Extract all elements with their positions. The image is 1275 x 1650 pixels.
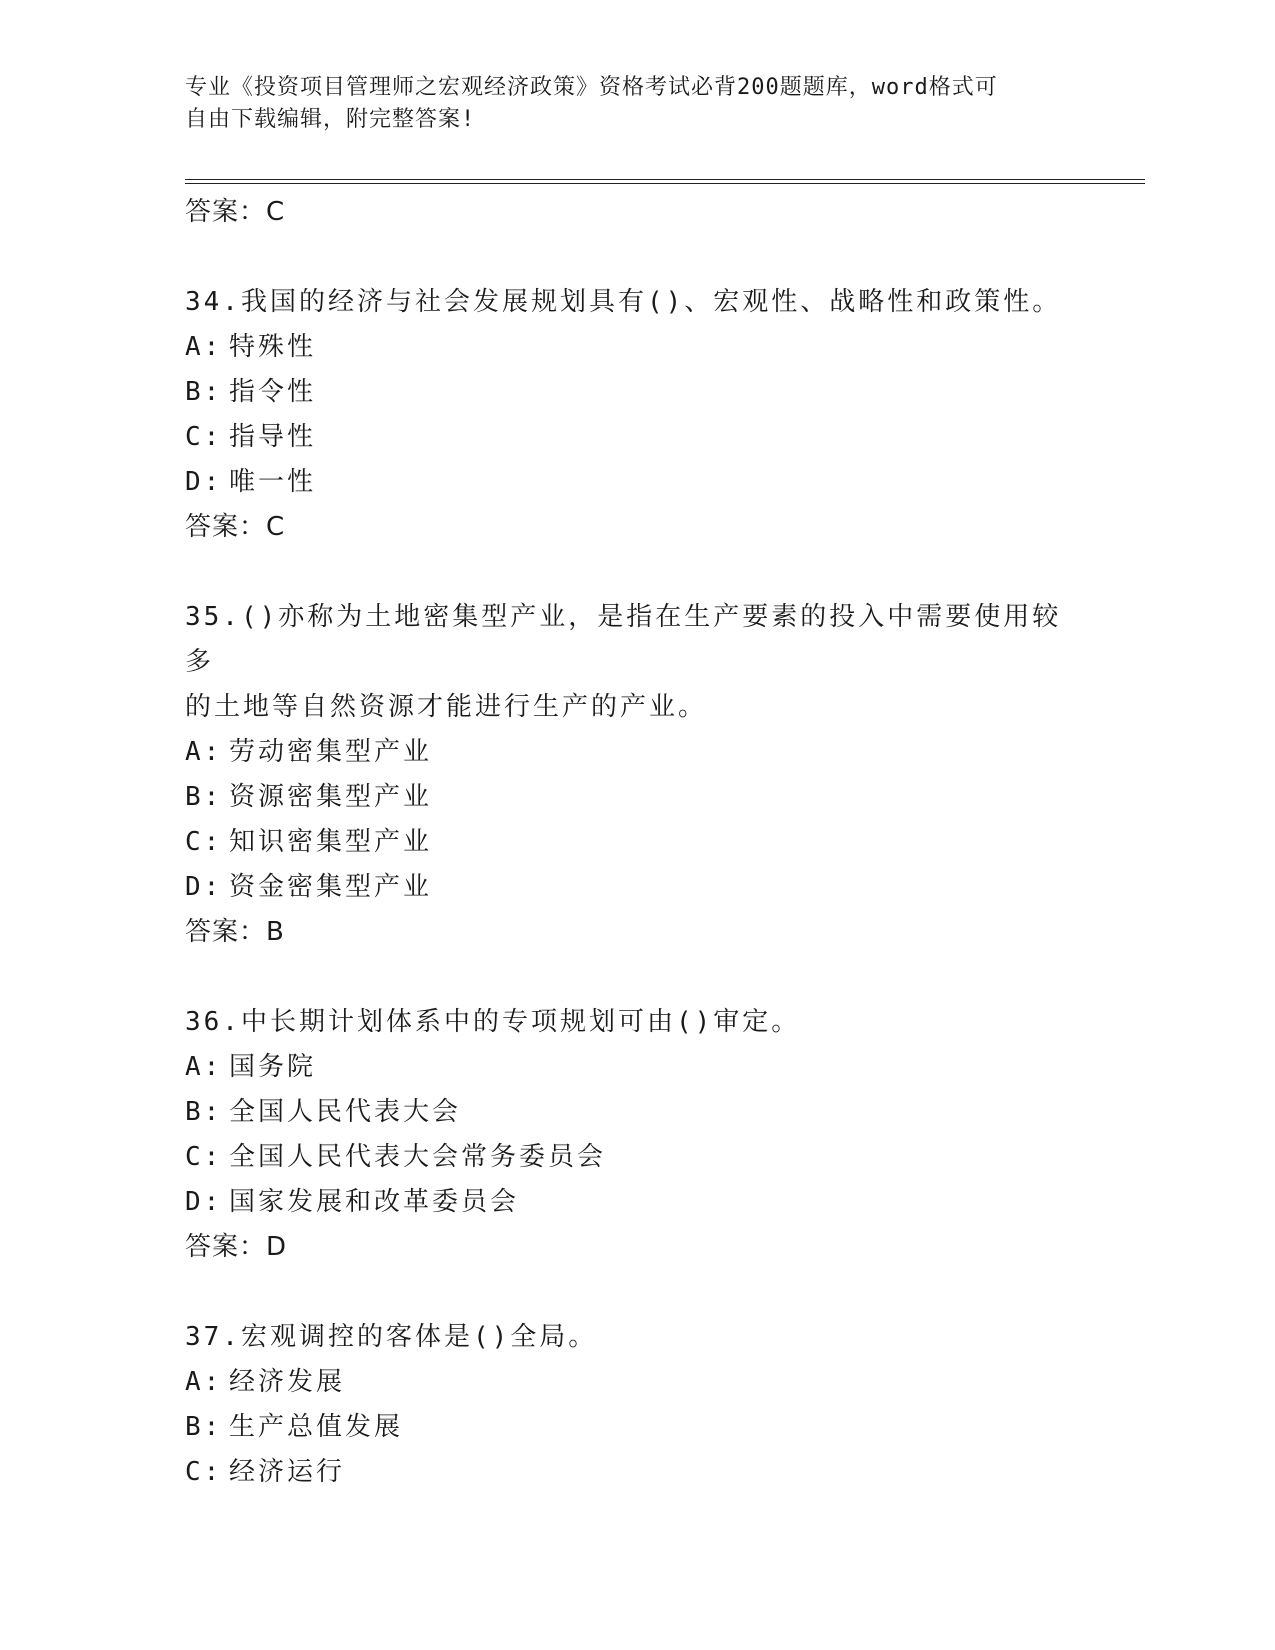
option-text: 资源密集型产业	[229, 782, 433, 812]
answer-line: 答案：C	[185, 197, 286, 227]
spacer	[185, 1269, 1085, 1315]
question-stem: 37.宏观调控的客体是()全局。	[185, 1322, 598, 1352]
option-key: A:	[185, 1367, 223, 1397]
answer-line: 答案：C	[185, 512, 286, 542]
option-key: D:	[185, 467, 223, 497]
question-block	[185, 280, 1085, 595]
option-text: 特殊性	[229, 332, 317, 362]
header-rule-bottom	[185, 183, 1145, 184]
option-key: B:	[185, 782, 223, 812]
option-key: A:	[185, 332, 223, 362]
questions-container	[185, 280, 1085, 1495]
spacer	[185, 234, 1085, 280]
option-text: 指令性	[229, 377, 317, 407]
header-line-2: 自由下载编辑，附完整答案!	[185, 107, 476, 132]
question-list	[185, 190, 1085, 1495]
option-text: 指导性	[229, 422, 317, 452]
option-text: 资金密集型产业	[229, 872, 433, 902]
question-stem: 34.我国的经济与社会发展规划具有()、宏观性、战略性和政策性。	[185, 287, 1062, 317]
document-header	[185, 72, 1065, 136]
answer-line: 答案：B	[185, 917, 285, 947]
question-block	[185, 1315, 1085, 1495]
option-key: B:	[185, 377, 223, 407]
option-key: D:	[185, 872, 223, 902]
question-stem: 的土地等自然资源才能进行生产的产业。	[185, 692, 708, 722]
option-row	[185, 775, 1085, 820]
option-row	[185, 415, 1085, 460]
option-text: 知识密集型产业	[229, 827, 433, 857]
option-row	[185, 730, 1085, 775]
question-stem: 35.()亦称为土地密集型产业，是指在生产要素的投入中需要使用较多	[185, 602, 1062, 677]
option-row	[185, 1405, 1085, 1450]
header-line-1: 专业《投资项目管理师之宏观经济政策》资格考试必背200题题库，word格式可	[185, 75, 998, 100]
option-key: C:	[185, 1457, 223, 1487]
answer-line: 答案：D	[185, 1232, 288, 1262]
question-stem: 36.中长期计划体系中的专项规划可由()审定。	[185, 1007, 801, 1037]
spacer	[185, 954, 1085, 1000]
option-text: 国务院	[229, 1052, 317, 1082]
option-text: 劳动密集型产业	[229, 737, 433, 767]
option-row	[185, 325, 1085, 370]
question-block	[185, 595, 1085, 1000]
option-row	[185, 370, 1085, 415]
option-key: D:	[185, 1187, 223, 1217]
option-key: A:	[185, 737, 223, 767]
option-key: C:	[185, 422, 223, 452]
option-row	[185, 1135, 1085, 1180]
option-key: C:	[185, 1142, 223, 1172]
option-text: 唯一性	[229, 467, 317, 497]
option-text: 国家发展和改革委员会	[229, 1187, 520, 1217]
option-row	[185, 820, 1085, 865]
option-row	[185, 1360, 1085, 1405]
option-text: 全国人民代表大会常务委员会	[229, 1142, 607, 1172]
option-key: A:	[185, 1052, 223, 1082]
header-rule-top	[185, 179, 1145, 180]
option-row	[185, 1090, 1085, 1135]
option-text: 经济发展	[229, 1367, 346, 1397]
option-key: B:	[185, 1097, 223, 1127]
option-text: 经济运行	[229, 1457, 346, 1487]
option-key: C:	[185, 827, 223, 857]
spacer	[185, 549, 1085, 595]
option-row	[185, 1450, 1085, 1495]
option-row	[185, 460, 1085, 505]
option-row	[185, 865, 1085, 910]
option-text: 生产总值发展	[229, 1412, 404, 1442]
option-text: 全国人民代表大会	[229, 1097, 462, 1127]
option-row	[185, 1045, 1085, 1090]
option-key: B:	[185, 1412, 223, 1442]
option-row	[185, 1180, 1085, 1225]
question-block	[185, 1000, 1085, 1315]
